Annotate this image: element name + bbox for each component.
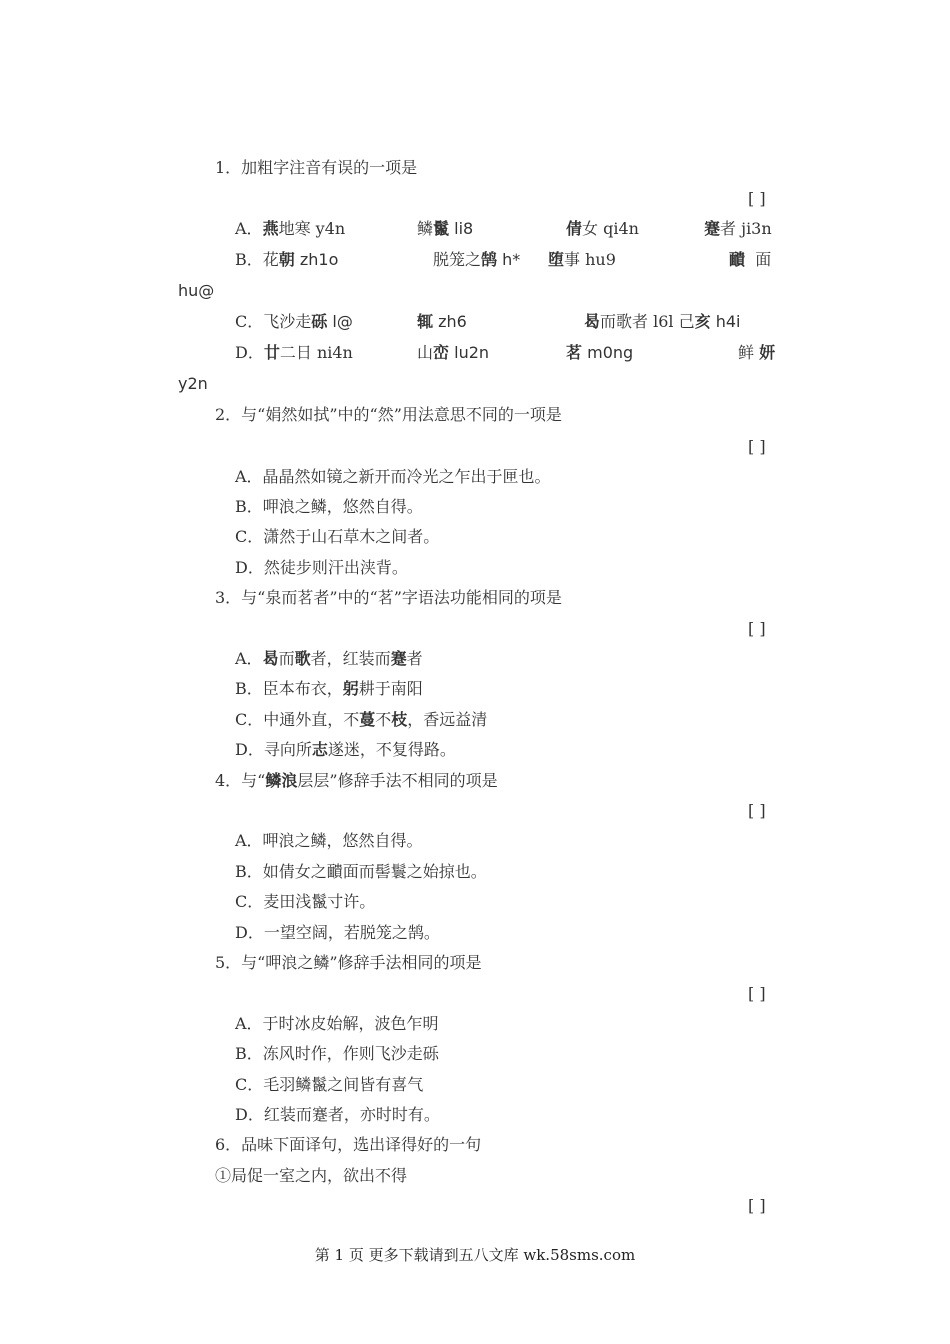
q4-stem: 4．与“鳞浪层层”修辞手法不相同的项是	[215, 771, 498, 790]
q1-option-c: C．飞沙走砾 l@	[235, 312, 353, 331]
q3-option-d: D．寻向所志遂迷，不复得路。	[235, 740, 456, 759]
q4-option-c: C．麦田浅鬣寸许。	[235, 892, 376, 911]
q4-answer-bracket: [ ]	[748, 801, 766, 820]
q3-answer-bracket: [ ]	[748, 619, 766, 638]
q5-option-c: C．毛羽鳞鬣之间皆有喜气	[235, 1075, 424, 1094]
q1-option-b-2: 脱笼之鹄 h*	[433, 250, 521, 269]
q1-option-b-continued: hu@	[178, 281, 215, 300]
q4-option-d: D．一望空阔，若脱笼之鹄。	[235, 923, 440, 942]
q5-option-a: A．于时冰皮始解，波色乍明	[235, 1014, 439, 1033]
q1-option-c-2: 辄 zh6	[417, 312, 467, 331]
q2-answer-bracket: [ ]	[748, 437, 766, 456]
page-footer: 第 1 页 更多下载请到五八文库 wk.58sms.com	[314, 1246, 636, 1264]
q1-option-d-continued: y2n	[178, 374, 208, 393]
q1-option-b: B．花朝 zh1o	[235, 250, 339, 269]
q3-option-b: B．臣本布衣，躬耕于南阳	[235, 679, 423, 698]
q1-option-d-2: 山峦 lu2n	[417, 343, 490, 362]
q6-answer-bracket: [ ]	[748, 1196, 766, 1215]
q5-answer-bracket: [ ]	[748, 984, 766, 1003]
q1-option-b-4: 靧 面	[729, 250, 772, 269]
q2-option-d: D．然徒步则汗出浃背。	[235, 558, 408, 577]
q3-option-a: A．曷而歌者，红装而蹇者	[235, 649, 423, 668]
q6-stem: 6．品味下面译句，选出译得好的一句	[215, 1135, 482, 1154]
q5-stem: 5．与“呷浪之鳞”修辞手法相同的项是	[215, 953, 482, 972]
q1-option-c-3: 曷而歌者 l6l 己亥 h4i	[584, 312, 741, 331]
q3-stem: 3．与“泉而茗者”中的“茗”字语法功能相同的项是	[215, 588, 562, 607]
q1-option-b-3: 堕事 hu9	[548, 250, 616, 269]
q4-option-b: B．如倩女之靧面而髻鬟之始掠也。	[235, 862, 487, 881]
q2-option-c: C．潇然于山石草木之间者。	[235, 527, 440, 546]
q1-answer-bracket: [ ]	[748, 189, 766, 208]
q5-option-d: D．红装而蹇者，亦时时有。	[235, 1105, 440, 1124]
q2-stem: 2．与“娟然如拭”中的“然”用法意思不同的一项是	[215, 405, 562, 424]
q1-option-a-3: 倩女 qi4n	[566, 219, 639, 238]
q3-option-c: C．中通外直，不蔓不枝，香远益清	[235, 710, 488, 729]
q1-option-a-2: 鳞鬣 li8	[417, 219, 474, 238]
q1-stem: 1．加粗字注音有误的一项是	[215, 158, 418, 177]
q4-option-a: A．呷浪之鳞，悠然自得。	[235, 831, 423, 850]
q5-option-b: B．冻风时作，作则飞沙走砾	[235, 1044, 439, 1063]
q1-option-d-3: 茗 m0ng	[566, 343, 634, 362]
q1-option-a-4: 蹇者 ji3n	[704, 219, 772, 238]
q6-item-1: ①局促一室之内，欲出不得	[215, 1166, 408, 1185]
q1-option-d: D．廿二日 ni4n	[235, 343, 353, 362]
q2-option-b: B．呷浪之鳞，悠然自得。	[235, 497, 423, 516]
q2-option-a: A．晶晶然如镜之新开而冷光之乍出于匣也。	[235, 467, 551, 486]
q1-option-a: A．燕地寒 y4n	[235, 219, 346, 238]
q1-option-d-4: 鲜 妍	[738, 343, 776, 362]
